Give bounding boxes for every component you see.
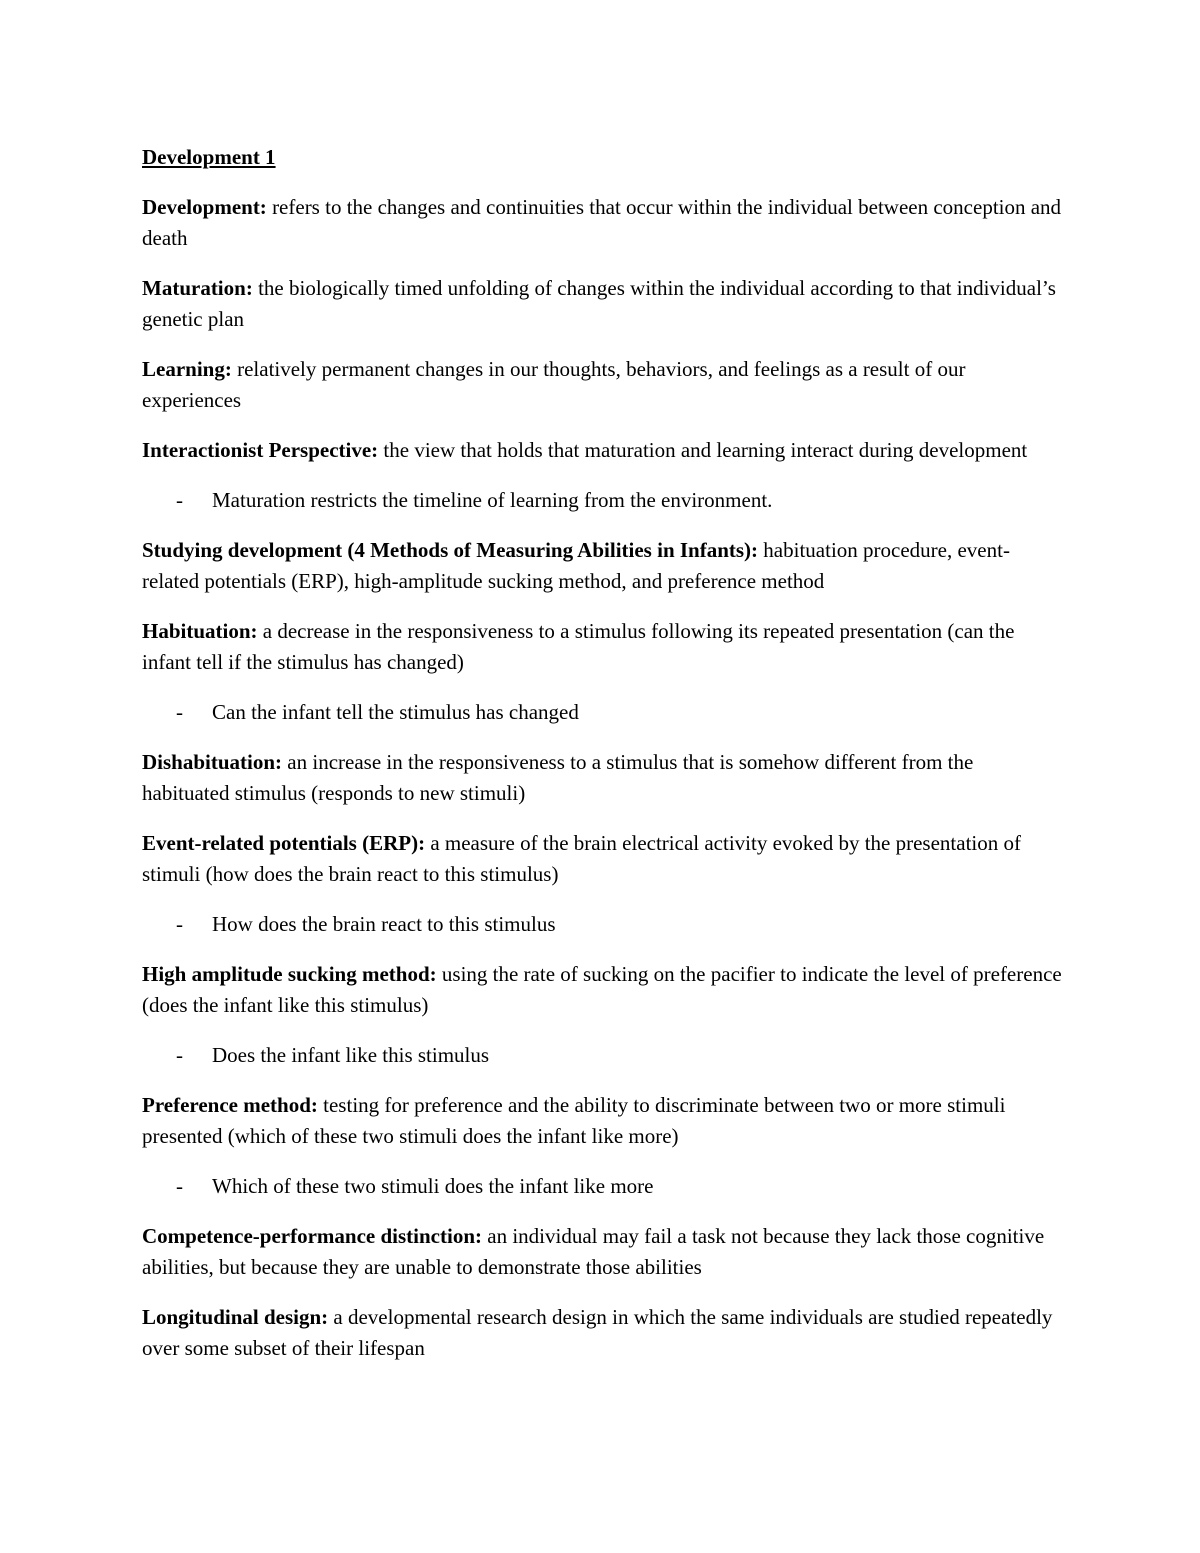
bullet-text: Which of these two stimuli does the infant like more (212, 1174, 654, 1198)
definition-longitudinal-design (142, 1302, 1062, 1364)
bullet-item (142, 909, 1062, 940)
term-label: Development: (142, 195, 267, 219)
bullet-marker: - (176, 488, 183, 512)
definition-sucking-method (142, 959, 1062, 1021)
definition-dishabituation (142, 747, 1062, 809)
definition-text: refers to the changes and continuities that occur within the individual between conception and death (142, 195, 1062, 250)
bullet-text: Can the infant tell the stimulus has changed (212, 700, 579, 724)
bullet-marker: - (176, 1043, 183, 1067)
term-label: Competence-performance distinction: (142, 1224, 482, 1248)
bullet-item (142, 485, 1062, 516)
bullet-text: Does the infant like this stimulus (212, 1043, 490, 1067)
bullet-text: How does the brain react to this stimulus (212, 912, 556, 936)
bullet-text: Maturation restricts the timeline of learning from the environment. (212, 488, 773, 512)
term-label: Habituation: (142, 619, 258, 643)
bullet-marker: - (176, 1174, 183, 1198)
document-body (142, 142, 1062, 1383)
term-label: Studying development (4 Methods of Measuring Abilities in Infants): (142, 538, 759, 562)
definition-learning (142, 354, 1062, 416)
definition-maturation (142, 273, 1062, 335)
bullet-item (142, 1040, 1062, 1071)
definition-text: a developmental research design in which the same individuals are studied repeatedly over some subset of their lifespan (142, 1305, 1053, 1360)
document-title: Development 1 (142, 145, 276, 169)
bullet-item (142, 697, 1062, 728)
definition-text: relatively permanent changes in our thoughts, behaviors, and feelings as a result of our experiences (142, 357, 966, 412)
definition-text: the view that holds that maturation and learning interact during development (378, 438, 1028, 462)
definition-development (142, 192, 1062, 254)
term-label: Event-related potentials (ERP): (142, 831, 426, 855)
definition-text: an individual may fail a task not because they lack those cognitive abilities, but because they are unable to demonstrate those abilities (142, 1224, 1045, 1279)
definition-preference-method (142, 1090, 1062, 1152)
bullet-item (142, 1171, 1062, 1202)
definition-text: testing for preference and the ability to discriminate between two or more stimuli presented (which of these two stimuli does the infant like more) (142, 1093, 1006, 1148)
definition-text: a measure of the brain electrical activity evoked by the presentation of stimuli (how does the brain react to this stimulus) (142, 831, 1021, 886)
bullet-marker: - (176, 912, 183, 936)
definition-text: the biologically timed unfolding of changes within the individual according to that individual’s genetic plan (142, 276, 1056, 331)
term-label: Dishabituation: (142, 750, 283, 774)
term-label: Longitudinal design: (142, 1305, 329, 1329)
definition-text: using the rate of sucking on the pacifier to indicate the level of preference (does the infant like this stimulus) (142, 962, 1062, 1017)
definition-habituation (142, 616, 1062, 678)
term-label: High amplitude sucking method: (142, 962, 437, 986)
term-label: Learning: (142, 357, 232, 381)
definition-studying-development (142, 535, 1062, 597)
definition-interactionist (142, 435, 1062, 466)
term-label: Preference method: (142, 1093, 318, 1117)
term-label: Maturation: (142, 276, 253, 300)
term-label: Interactionist Perspective: (142, 438, 379, 462)
definition-text: an increase in the responsiveness to a stimulus that is somehow different from the habituated stimulus (responds to new stimuli) (142, 750, 974, 805)
definition-text: a decrease in the responsiveness to a stimulus following its repeated presentation (can the infant tell if the stimulus has changed) (142, 619, 1015, 674)
definition-text: habituation procedure, event-related potentials (ERP), high-amplitude sucking method, and preference method (142, 538, 1010, 593)
definition-erp (142, 828, 1062, 890)
bullet-marker: - (176, 700, 183, 724)
definition-competence-performance (142, 1221, 1062, 1283)
